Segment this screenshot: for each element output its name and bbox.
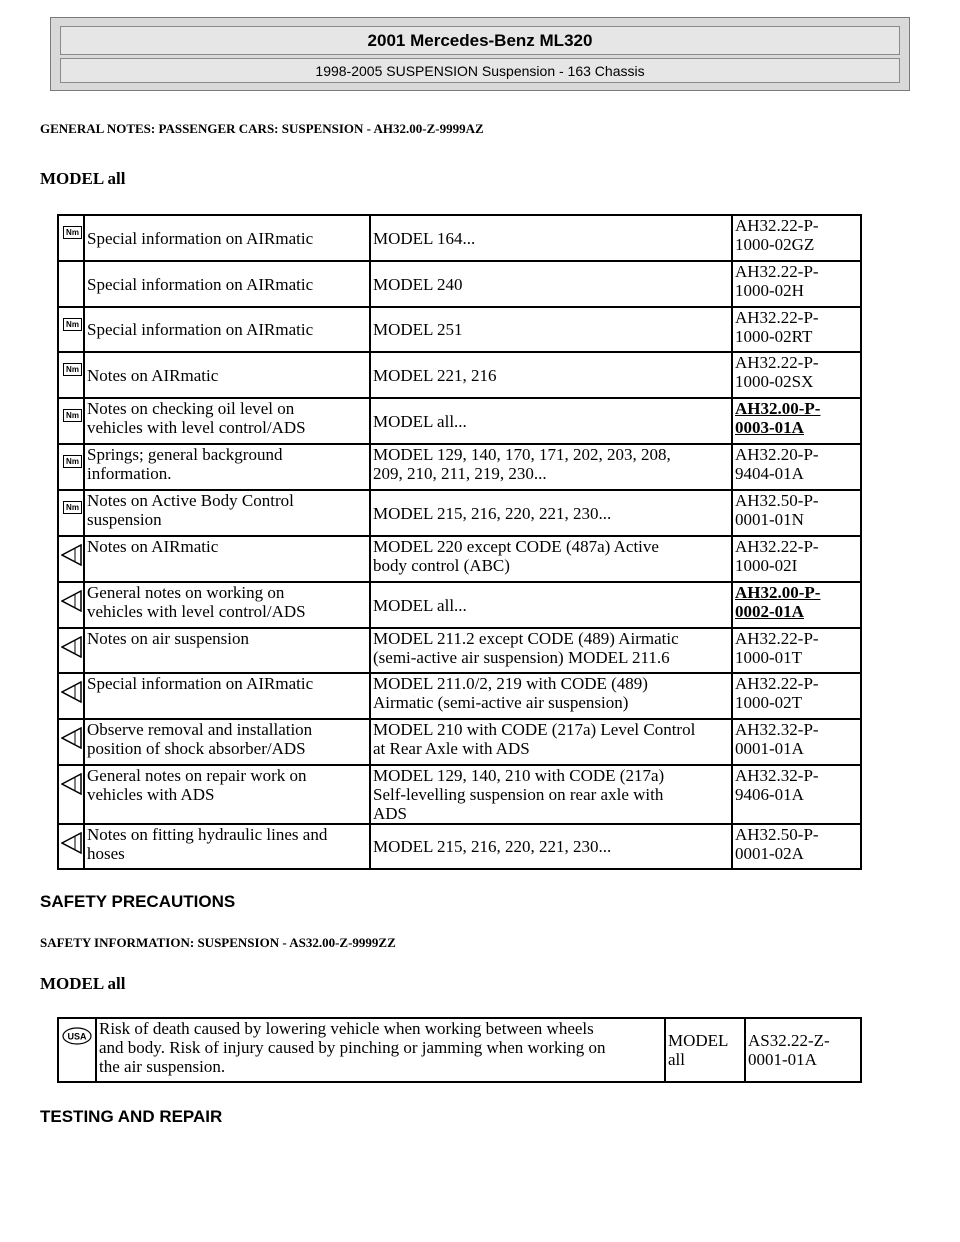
model-cell: MODEL all...	[370, 398, 732, 444]
reference-code: AH32.22-P- 1000-02I	[735, 537, 819, 575]
icon-cell	[58, 490, 84, 536]
reference-cell	[732, 444, 861, 490]
torque-spec-icon: Nm	[59, 399, 84, 425]
reference-cell[interactable]	[732, 398, 861, 444]
icon-cell	[58, 398, 84, 444]
description-cell: Notes on Active Body Control suspension	[84, 490, 370, 536]
reference-cell	[732, 824, 861, 869]
model-cell: MODEL 211.0/2, 219 with CODE (489) Airmatic (semi-active air suspension)	[370, 673, 732, 719]
reference-cell	[732, 307, 861, 352]
description-cell: General notes on repair work on vehicles with ADS	[84, 765, 370, 824]
description-cell: Springs; general background information.	[84, 444, 370, 490]
model-cell: MODEL 211.2 except CODE (489) Airmatic (semi-active air suspension) MODEL 211.6	[370, 628, 732, 673]
warning-text-cell: Risk of death caused by lowering vehicle when working between wheels and body. Risk of injury caused by pinching or jamming when working on the air suspension.	[96, 1018, 665, 1082]
safety-table	[57, 1017, 862, 1083]
table-row	[58, 307, 861, 352]
torque-spec-icon: Nm	[59, 308, 84, 334]
table-row	[58, 352, 861, 398]
note-pencil-icon	[59, 583, 84, 609]
icon-cell	[58, 307, 84, 352]
page-header	[50, 17, 910, 91]
description-cell: General notes on working on vehicles with level control/ADS	[84, 582, 370, 628]
reference-cell	[732, 215, 861, 261]
note-pencil-icon	[59, 537, 84, 563]
note-pencil-icon	[59, 766, 84, 792]
reference-code: AH32.32-P- 9406-01A	[735, 766, 819, 804]
reference-code: AH32.50-P- 0001-02A	[735, 825, 819, 863]
torque-spec-icon: Nm	[59, 216, 84, 242]
torque-spec-icon: Nm	[59, 445, 84, 471]
model-cell: MODEL 240	[370, 261, 732, 307]
general-notes-model: MODEL all	[40, 169, 126, 188]
reference-code: AH32.22-P- 1000-02RT	[735, 308, 819, 346]
model-cell: MODEL 215, 216, 220, 221, 230...	[370, 490, 732, 536]
general-notes-table	[57, 214, 862, 870]
table-row	[58, 490, 861, 536]
model-cell: MODEL 210 with CODE (217a) Level Control at Rear Axle with ADS	[370, 719, 732, 765]
description-cell: Notes on air suspension	[84, 628, 370, 673]
table-row	[58, 765, 861, 824]
icon-cell	[58, 719, 84, 765]
reference-code: AH32.22-P- 1000-02H	[735, 262, 819, 300]
table-row	[58, 398, 861, 444]
icon-cell	[58, 628, 84, 673]
testing-section-title: TESTING AND REPAIR	[40, 1107, 223, 1126]
description-cell: Observe removal and installation position of shock absorber/ADS	[84, 719, 370, 765]
safety-model: MODEL all	[40, 974, 126, 993]
reference-cell[interactable]	[732, 582, 861, 628]
torque-spec-icon: Nm	[59, 353, 84, 379]
table-row	[58, 582, 861, 628]
icon-cell	[58, 444, 84, 490]
icon-cell	[58, 673, 84, 719]
torque-spec-icon: Nm	[59, 491, 84, 517]
reference-cell	[732, 261, 861, 307]
note-pencil-icon	[59, 674, 84, 700]
model-cell: MODEL 251	[370, 307, 732, 352]
general-notes-heading: GENERAL NOTES: PASSENGER CARS: SUSPENSION - AH32.00-Z-9999AZ	[40, 121, 484, 136]
model-cell: MODEL 220 except CODE (487a) Active body control (ABC)	[370, 536, 732, 582]
description-cell: Special information on AIRmatic	[84, 307, 370, 352]
table-row	[58, 444, 861, 490]
description-cell: Special information on AIRmatic	[84, 215, 370, 261]
reference-code: AH32.50-P- 0001-01N	[735, 491, 819, 529]
description-cell: Notes on AIRmatic	[84, 352, 370, 398]
icon-cell	[58, 261, 84, 307]
usa-warning-icon	[59, 1019, 96, 1045]
reference-cell	[732, 628, 861, 673]
reference-link[interactable]: AH32.00-P- 0002-01A	[735, 583, 821, 621]
table-row	[58, 719, 861, 765]
table-row	[58, 1018, 861, 1082]
reference-cell: AS32.22-Z- 0001-01A	[745, 1018, 861, 1082]
reference-cell	[732, 352, 861, 398]
reference-cell	[732, 765, 861, 824]
reference-link[interactable]: AH32.00-P- 0003-01A	[735, 399, 821, 437]
reference-code: AH32.20-P- 9404-01A	[735, 445, 819, 483]
icon-cell	[58, 582, 84, 628]
note-pencil-icon	[59, 629, 84, 655]
table-row	[58, 673, 861, 719]
description-cell: Special information on AIRmatic	[84, 261, 370, 307]
model-cell: MODEL 221, 216	[370, 352, 732, 398]
safety-section-title: SAFETY PRECAUTIONS	[40, 892, 236, 911]
description-cell: Notes on fitting hydraulic lines and hoses	[84, 824, 370, 869]
model-cell: MODEL all...	[370, 582, 732, 628]
icon-cell	[58, 536, 84, 582]
document-subtitle: 1998-2005 SUSPENSION Suspension - 163 Chassis	[60, 58, 900, 83]
description-cell: Notes on AIRmatic	[84, 536, 370, 582]
icon-cell	[58, 352, 84, 398]
table-row	[58, 824, 861, 869]
icon-cell	[58, 765, 84, 824]
note-pencil-icon	[59, 720, 84, 746]
reference-code: AH32.32-P- 0001-01A	[735, 720, 819, 758]
table-row	[58, 215, 861, 261]
description-cell: Notes on checking oil level on vehicles with level control/ADS	[84, 398, 370, 444]
icon-cell	[58, 215, 84, 261]
svg-text:USA: USA	[67, 1031, 87, 1042]
model-cell: MODEL 164...	[370, 215, 732, 261]
icon-cell	[58, 824, 84, 869]
table-row	[58, 536, 861, 582]
icon-cell	[58, 1018, 96, 1082]
model-cell: MODEL all	[665, 1018, 745, 1082]
reference-code: AH32.22-P- 1000-02T	[735, 674, 819, 712]
model-cell: MODEL 129, 140, 210 with CODE (217a) Self-levelling suspension on rear axle with ADS	[370, 765, 732, 824]
reference-code: AH32.22-P- 1000-01T	[735, 629, 819, 667]
reference-code: AH32.22-P- 1000-02SX	[735, 353, 819, 391]
document-title: 2001 Mercedes-Benz ML320	[60, 26, 900, 55]
model-cell: MODEL 129, 140, 170, 171, 202, 203, 208, 209, 210, 211, 219, 230...	[370, 444, 732, 490]
note-pencil-icon	[59, 825, 84, 851]
table-row	[58, 261, 861, 307]
reference-code: AH32.22-P- 1000-02GZ	[735, 216, 819, 254]
table-row	[58, 628, 861, 673]
reference-cell	[732, 536, 861, 582]
reference-cell	[732, 673, 861, 719]
reference-cell	[732, 719, 861, 765]
description-cell: Special information on AIRmatic	[84, 673, 370, 719]
model-cell: MODEL 215, 216, 220, 221, 230...	[370, 824, 732, 869]
reference-cell	[732, 490, 861, 536]
safety-heading: SAFETY INFORMATION: SUSPENSION - AS32.00-Z-9999ZZ	[40, 935, 396, 950]
